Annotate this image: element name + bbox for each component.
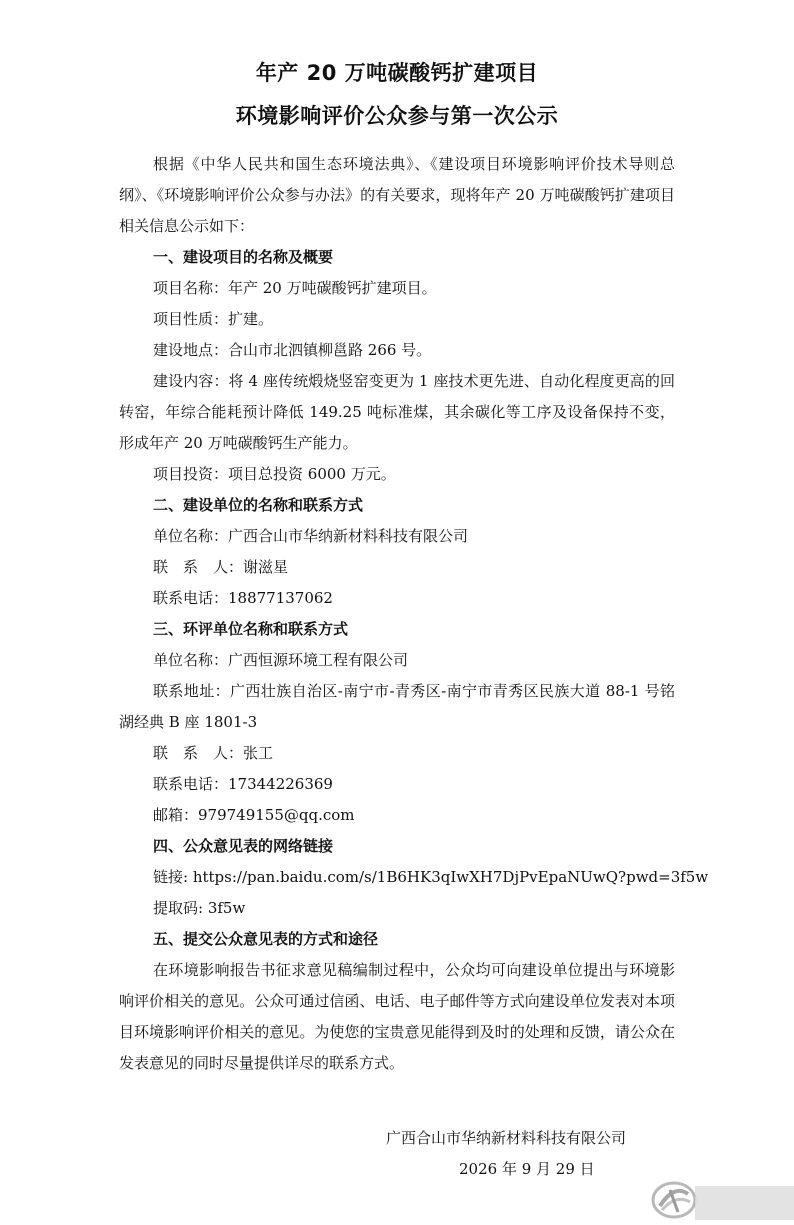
project-name: 项目名称：年产 20 万吨碳酸钙扩建项目。 — [153, 279, 437, 297]
section1-heading: 一、建设项目的名称及概要 — [153, 248, 334, 266]
section2-heading: 二、建设单位的名称和联系方式 — [153, 496, 364, 514]
extraction-code: 提取码: 3f5w — [153, 899, 246, 917]
document-title-line1: 年产 20 万吨碳酸钙扩建项目 — [255, 61, 539, 85]
eia-unit-name: 单位名称：广西恒源环境工程有限公司 — [153, 651, 409, 669]
section5-heading: 五、提交公众意见表的方式和途径 — [153, 930, 379, 948]
eia-contact-person: 联 系 人：张工 — [153, 744, 274, 762]
builder-unit-name: 单位名称：广西合山市华纳新材料科技有限公司 — [153, 527, 469, 545]
document-title-line2: 环境影响评价公众参与第一次公示 — [235, 104, 559, 128]
project-content: 建设内容：将 4 座传统煅烧竖窑变更为 1 座技术更先进、自动化程度更高的回转窑，年综合能耗预计降低 149.25 吨标准煤，其余碳化等工序及设备保持不变，形成年产 20 万吨碳酸钙生产能力。 — [119, 372, 675, 452]
submission-method-paragraph: 在环境影响报告书征求意见稿编制过程中，公众均可向建设单位提出与环境影响评价相关的意见。公众可通过信函、电话、电子邮件等方式向建设单位发表对本项目环境影响评价相关的意见。为使您的宝贵意见能得到及时的处理和反馈，请公众在发表意见的同时尽量提供详尽的联系方式。 — [119, 961, 675, 1072]
project-investment: 项目投资：项目总投资 6000 万元。 — [153, 465, 396, 483]
project-location: 建设地点：合山市北泗镇柳邕路 266 号。 — [153, 341, 432, 359]
eia-phone: 联系电话：17344226369 — [153, 775, 333, 793]
signature-company: 广西合山市华纳新材料科技有限公司 — [386, 1129, 627, 1147]
builder-contact-person: 联 系 人：谢滋星 — [153, 558, 289, 576]
opinion-form-link[interactable]: 链接: https://pan.baidu.com/s/1B6HK3qIwXH7DjPvEpaNUwQ?pwd=3f5w — [153, 868, 709, 886]
project-nature: 项目性质：扩建。 — [153, 310, 274, 328]
builder-phone: 联系电话：18877137062 — [153, 589, 333, 607]
signature-date: 2026 年 9 月 29 日 — [459, 1160, 595, 1178]
document-body — [119, 149, 709, 1079]
eia-address: 联系地址：广西壮族自治区-南宁市-青秀区-南宁市青秀区民族大道 88-1 号铭湖经典 B 座 1801-3 — [119, 682, 675, 731]
eia-email[interactable]: 邮箱：979749155@qq.com — [153, 806, 355, 824]
watermark-logo-icon — [650, 1180, 698, 1220]
section3-heading: 三、环评单位名称和联系方式 — [153, 620, 349, 638]
section4-heading: 四、公众意见表的网络链接 — [153, 837, 334, 855]
intro-paragraph: 根据《中华人民共和国生态环境法典》、《建设项目环境影响评价技术导则总纲》、《环境影响评价公众参与办法》的有关要求，现将年产 20 万吨碳酸钙扩建项目相关信息公示如下： — [119, 155, 675, 235]
watermark-bar — [695, 1186, 794, 1220]
